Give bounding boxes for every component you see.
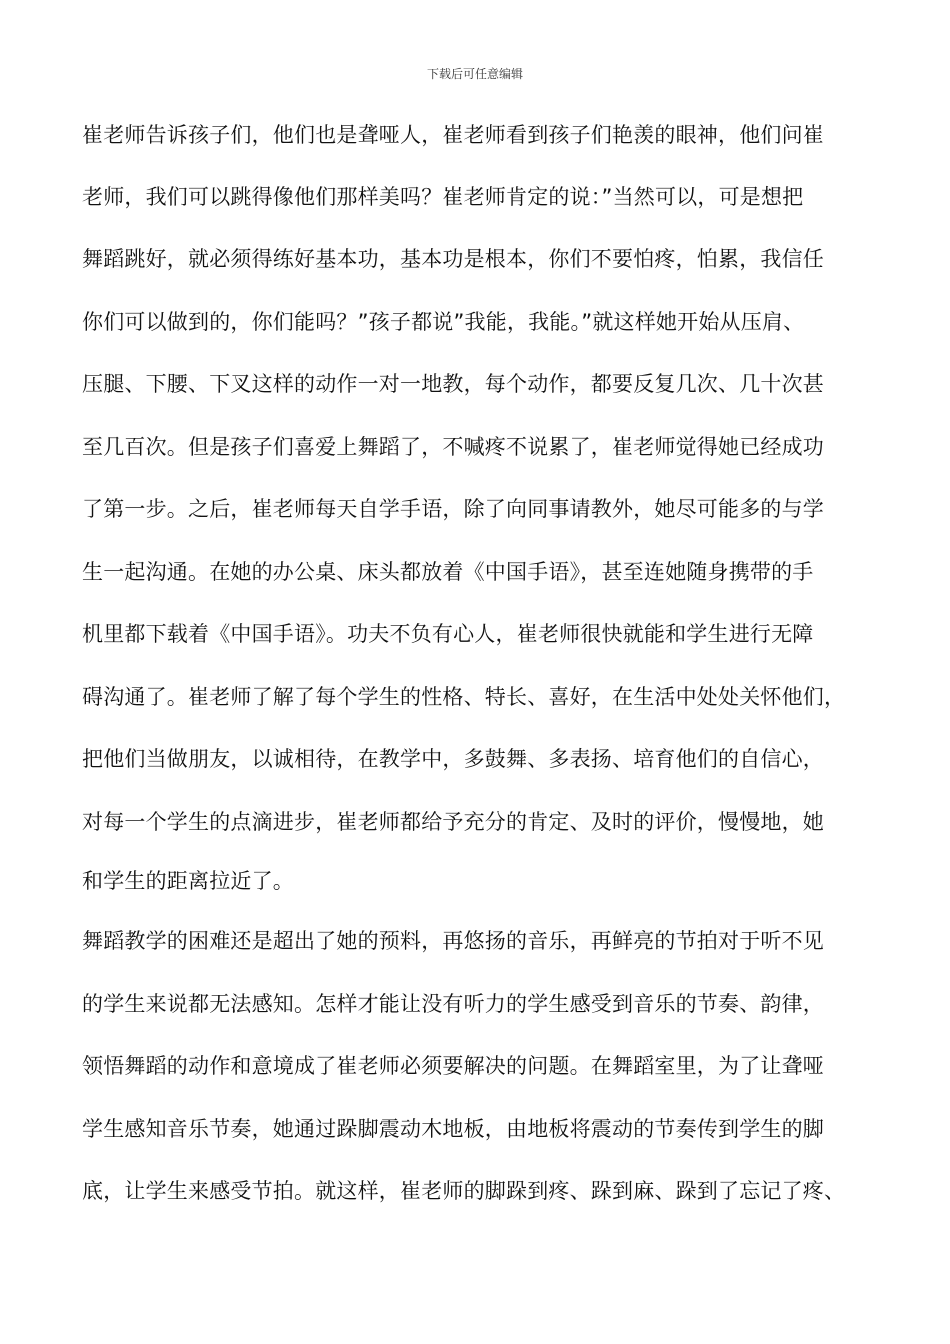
text-line: 领悟舞蹈的动作和意境成了崔老师必须要解决的问题。在舞蹈室里，为了让聋哑 [82, 1054, 824, 1078]
text-line: 了第一步。之后，崔老师每天自学手语，除了向同事请教外，她尽可能多的与学 [82, 497, 824, 521]
text-line: 舞蹈跳好，就必须得练好基本功，基本功是根本，你们不要怕疼，怕累，我信任 [82, 247, 824, 271]
text-line: 把他们当做朋友，以诚相待，在教学中，多鼓舞、多表扬、培育他们的自信心， [82, 747, 824, 771]
text-line: 机里都下载着《中国手语》。功夫不负有心人，崔老师很快就能和学生进行无障 [82, 622, 814, 646]
text-line: 碍沟通了。崔老师了解了每个学生的性格、特长、喜好，在生活中处处关怀他们， [82, 685, 846, 709]
text-line: 老师，我们可以跳得像他们那样美吗？崔老师肯定的说：”当然可以，可是想把 [82, 185, 804, 209]
text-line: 和学生的距离拉近了。 [82, 869, 294, 893]
text-line: 学生感知音乐节奏，她通过跺脚震动木地板，由地板将震动的节奏传到学生的脚 [82, 1117, 824, 1141]
text-line: 生一起沟通。在她的办公桌、床头都放着《中国手语》，甚至连她随身携带的手 [82, 560, 814, 584]
page-header: 下载后可任意编辑 [426, 67, 523, 81]
text-line: 底，让学生来感受节拍。就这样，崔老师的脚跺到疼、跺到麻、跺到了忘记了疼、 [82, 1179, 846, 1203]
text-line: 至几百次。但是孩子们喜爱上舞蹈了，不喊疼不说累了，崔老师觉得她已经成功 [82, 435, 824, 459]
text-line: 的学生来说都无法感知。怎样才能让没有听力的学生感受到音乐的节奏、韵律， [82, 992, 824, 1016]
text-line: 舞蹈教学的困难还是超出了她的预料，再悠扬的音乐，再鲜亮的节拍对于听不见 [82, 929, 824, 953]
text-line: 压腿、下腰、下叉这样的动作一对一地教，每个动作，都要反复几次、几十次甚 [82, 372, 824, 396]
text-line: 崔老师告诉孩子们，他们也是聋哑人，崔老师看到孩子们艳羡的眼神，他们问崔 [82, 123, 824, 147]
text-line: 对每一个学生的点滴进步，崔老师都给予充分的肯定、及时的评价，慢慢地，她 [82, 810, 824, 834]
text-line: 你们可以做到的，你们能吗？”孩子都说”我能，我能。”就这样她开始从压肩、 [82, 310, 805, 334]
